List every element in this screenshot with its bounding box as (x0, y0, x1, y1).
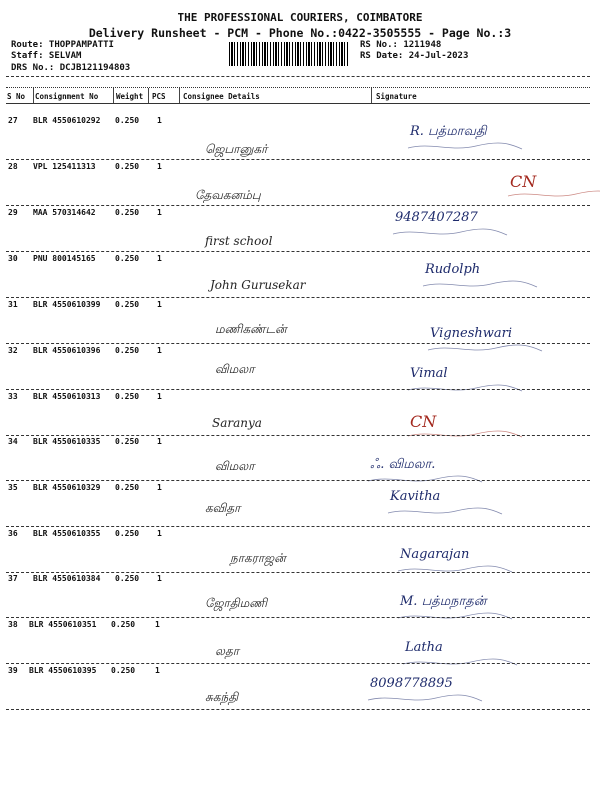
col-divider (148, 88, 149, 103)
row-signature: 9487407287 (395, 210, 478, 225)
row-sno: 29 (8, 208, 18, 217)
row-consignment-no: BLR 4550610396 (33, 346, 101, 355)
table-row (0, 116, 600, 162)
row-pcs: 1 (155, 666, 160, 675)
row-weight: 0.250 (115, 300, 140, 309)
rs-date: RS Date: 24-Jul-2023 (360, 51, 469, 61)
row-consignee-details: John Gurusekar (210, 278, 306, 292)
row-consignment-no: MAA 570314642 (33, 208, 96, 217)
table-row (0, 666, 600, 712)
header-divider-2 (6, 87, 590, 88)
signature-stroke-icon (366, 692, 486, 706)
row-consignment-no: PNU 800145165 (33, 254, 96, 263)
row-signature: CN (410, 412, 437, 431)
row-pcs: 1 (157, 116, 162, 125)
row-weight: 0.250 (115, 116, 140, 125)
col-header-weight: Weight (116, 92, 144, 101)
col-divider (179, 88, 180, 103)
row-separator (6, 205, 590, 206)
signature-stroke-icon (386, 505, 506, 519)
row-pcs: 1 (157, 392, 162, 401)
row-sno: 33 (8, 392, 18, 401)
col-header-consignment: Consignment No (35, 92, 99, 101)
company-title: THE PROFESSIONAL COURIERS, COIMBATORE (177, 11, 423, 24)
row-signature: M. பத்மநாதன் (400, 594, 487, 609)
row-signature: Vigneshwari (430, 326, 512, 341)
row-sno: 32 (8, 346, 18, 355)
table-row (0, 300, 600, 346)
row-weight: 0.250 (115, 483, 140, 492)
table-row (0, 254, 600, 300)
row-sno: 27 (8, 116, 18, 125)
table-row (0, 437, 600, 483)
row-signature: ஃ. விமலா. (370, 457, 436, 472)
column-header-rule (6, 103, 590, 104)
row-consignee-details: Saranya (212, 416, 262, 430)
row-consignment-no: BLR 4550610399 (33, 300, 101, 309)
row-consignee-details: விமலா (215, 362, 255, 376)
row-consignment-no: BLR 4550610351 (29, 620, 97, 629)
row-consignment-no: BLR 4550610384 (33, 574, 101, 583)
row-weight: 0.250 (115, 437, 140, 446)
row-weight: 0.250 (111, 620, 136, 629)
row-sno: 35 (8, 483, 18, 492)
row-sno: 28 (8, 162, 18, 171)
row-weight: 0.250 (115, 208, 140, 217)
row-separator (6, 251, 590, 252)
row-signature: CN (510, 172, 537, 191)
row-separator (6, 389, 590, 390)
row-consignee-details: தேவகனம்பு (195, 188, 261, 202)
row-pcs: 1 (157, 162, 162, 171)
row-signature: Rudolph (425, 262, 481, 277)
row-pcs: 1 (157, 529, 162, 538)
row-signature: Latha (405, 640, 443, 655)
row-consignment-no: VPL 125411313 (33, 162, 96, 171)
row-pcs: 1 (157, 254, 162, 263)
row-consignment-no: BLR 4550610329 (33, 483, 101, 492)
staff-label: Staff: SELVAM (11, 51, 82, 61)
signature-stroke-icon (506, 188, 600, 202)
row-sno: 39 (8, 666, 18, 675)
row-consignee-details: விமலா (215, 459, 255, 473)
row-pcs: 1 (157, 574, 162, 583)
row-signature: Vimal (410, 366, 448, 381)
row-pcs: 1 (157, 437, 162, 446)
row-signature: 8098778895 (370, 676, 453, 691)
row-pcs: 1 (155, 620, 160, 629)
row-separator (6, 480, 590, 481)
table-row (0, 208, 600, 254)
row-consignee-details: ஜோதிமணி (205, 596, 268, 610)
row-consignee-details: நாகராஜன் (230, 551, 286, 565)
row-separator (6, 159, 590, 160)
row-consignee-details: மணிகண்டன் (215, 322, 287, 336)
col-divider (371, 88, 372, 103)
row-separator (6, 617, 590, 618)
table-row (0, 162, 600, 208)
col-header-pcs: PCS (152, 92, 166, 101)
barcode-image (229, 42, 350, 66)
row-sno: 30 (8, 254, 18, 263)
row-pcs: 1 (157, 208, 162, 217)
table-row (0, 529, 600, 575)
row-consignment-no: BLR 4550610355 (33, 529, 101, 538)
row-weight: 0.250 (111, 666, 136, 675)
row-consignee-details: ஜெபானுகர் (205, 142, 268, 156)
col-divider (33, 88, 34, 103)
row-weight: 0.250 (115, 392, 140, 401)
row-weight: 0.250 (115, 346, 140, 355)
table-row (0, 574, 600, 620)
row-separator (6, 435, 590, 436)
row-consignee-details: லதா (215, 644, 240, 658)
row-sno: 37 (8, 574, 18, 583)
runsheet-subtitle: Delivery Runsheet - PCM - Phone No.:0422-3505555 - Page No.:3 (88, 26, 512, 40)
row-separator (6, 297, 590, 298)
signature-stroke-icon (406, 140, 526, 154)
drs-number: DRS No.: DCJB121194803 (11, 63, 131, 73)
row-consignee-details: first school (205, 234, 273, 248)
row-weight: 0.250 (115, 162, 140, 171)
row-consignment-no: BLR 4550610395 (29, 666, 97, 675)
row-separator (6, 343, 590, 344)
row-consignee-details: கவிதா (205, 501, 241, 515)
header-divider (6, 76, 590, 77)
row-sno: 38 (8, 620, 18, 629)
signature-stroke-icon (421, 278, 541, 292)
row-separator (6, 572, 590, 573)
signature-stroke-icon (391, 226, 511, 240)
row-consignment-no: BLR 4550610313 (33, 392, 101, 401)
col-header-consignee: Consignee Details (183, 92, 260, 101)
row-signature: Nagarajan (400, 547, 470, 562)
rs-number: RS No.: 1211948 (360, 40, 442, 50)
row-consignee-details: சுகந்தி (205, 690, 239, 704)
col-divider (113, 88, 114, 103)
col-header-signature: Signature (376, 92, 417, 101)
row-sno: 31 (8, 300, 18, 309)
row-signature: R. பத்மாவதி (410, 124, 487, 139)
route-label: Route: THOPPAMPATTI (11, 40, 114, 50)
row-sno: 34 (8, 437, 18, 446)
table-row (0, 620, 600, 666)
table-row (0, 346, 600, 392)
table-row (0, 392, 600, 438)
row-weight: 0.250 (115, 529, 140, 538)
row-weight: 0.250 (115, 254, 140, 263)
row-separator (6, 663, 590, 664)
row-consignment-no: BLR 4550610335 (33, 437, 101, 446)
row-sno: 36 (8, 529, 18, 538)
row-separator (6, 526, 590, 527)
row-pcs: 1 (157, 346, 162, 355)
row-consignment-no: BLR 4550610292 (33, 116, 101, 125)
row-separator (6, 709, 590, 710)
col-header-sno: S No (7, 92, 26, 101)
row-pcs: 1 (157, 483, 162, 492)
row-pcs: 1 (157, 300, 162, 309)
row-weight: 0.250 (115, 574, 140, 583)
row-signature: Kavitha (390, 489, 441, 504)
table-row (0, 483, 600, 529)
